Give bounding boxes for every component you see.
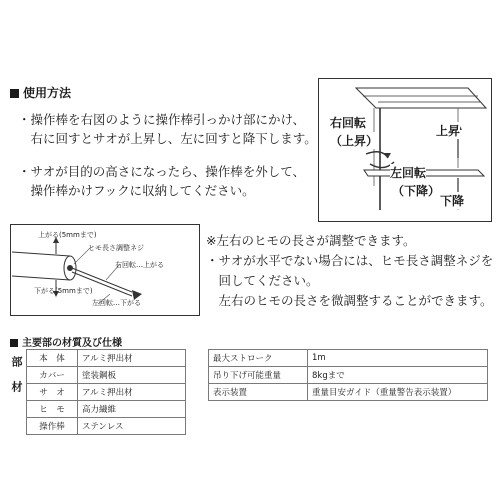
usage-line: ・操作棒を右図のように操作棒引っかけ部にかけ、 [18, 112, 306, 127]
specs-table [208, 349, 488, 401]
rotate-arrow-icon [366, 152, 388, 158]
spec-value-cell: 1m [308, 350, 488, 367]
part-cell: ヒ モ [27, 401, 78, 418]
main-diagram-drawing [318, 78, 491, 221]
label-left-rotate-down: 左回転…下がる [92, 299, 141, 307]
square-bullet-icon [10, 89, 19, 98]
spec-label-cell: 吊り下げ可能重量 [209, 367, 308, 384]
materials-heading [10, 334, 122, 349]
part-cell: 操作棒 [27, 418, 78, 435]
note-line: 左右のヒモの長さを微調整することができます。 [206, 293, 493, 308]
part-cell: 本 体 [27, 350, 78, 367]
label-adjust-screw: ヒモ長さ調整ネジ [88, 244, 144, 252]
material-cell: アルミ押出材 [78, 350, 186, 367]
table-row [209, 384, 488, 401]
label-down-5mm: 下がる(5mmまで) [34, 287, 93, 295]
usage-text [18, 110, 317, 200]
material-cell: 塗装鋼板 [78, 367, 186, 384]
usage-heading [10, 84, 71, 101]
materials-side-label: 部材 [10, 356, 23, 406]
usage-line: 操作棒かけフックに収納してください。 [18, 183, 255, 198]
spec-label-cell: 表示装置 [209, 384, 308, 401]
square-bullet-icon [10, 339, 18, 347]
label-left-rotate: 左回転 [390, 166, 427, 180]
usage-line: 右に回すとサオが上昇し、左に回すと降下します。 [18, 131, 317, 146]
table-row [209, 367, 488, 384]
table-row [27, 418, 186, 435]
label-right-rotate-sub: （上昇） [330, 134, 379, 148]
label-up-5mm: 上がる(5mmまで) [38, 231, 97, 239]
notes [206, 231, 493, 311]
note-line: ・サオが水平でない場合には、ヒモ長さ調整ネジを [206, 253, 494, 268]
note-line: 回してください。 [206, 273, 319, 288]
spec-value-cell: 重量目安ガイド（重量警告表示装置） [308, 384, 488, 401]
label-right-rotate-up: 右回転…上がる [115, 261, 164, 269]
spec-value-cell: 8kgまで [308, 367, 488, 384]
table-row [27, 350, 186, 367]
table-row [209, 350, 488, 367]
usage-line: ・サオが目的の高さになったら、操作棒を外して、 [18, 164, 306, 179]
note-line: ※左右のヒモの長さが調整できます。 [206, 233, 416, 248]
label-up: 上昇 [436, 124, 461, 138]
part-cell: カバー [27, 367, 78, 384]
label-left-rotate-sub: （下降） [392, 184, 441, 198]
table-row [27, 367, 186, 384]
materials-title: 主要部の材質及び仕様 [22, 338, 122, 349]
ceiling-unit [356, 88, 486, 108]
table-row [27, 401, 186, 418]
materials-table [26, 349, 186, 435]
spec-label-cell: 最大ストローク [209, 350, 308, 367]
label-right-rotate: 右回転 [330, 116, 367, 130]
material-cell: ステンレス [78, 418, 186, 435]
table-row [27, 384, 186, 401]
part-cell: サ オ [27, 384, 78, 401]
label-down: 下降 [440, 194, 465, 208]
material-cell: 高力繊維 [78, 401, 186, 418]
material-cell: アルミ押出材 [78, 384, 186, 401]
usage-title: 使用方法 [23, 86, 72, 100]
